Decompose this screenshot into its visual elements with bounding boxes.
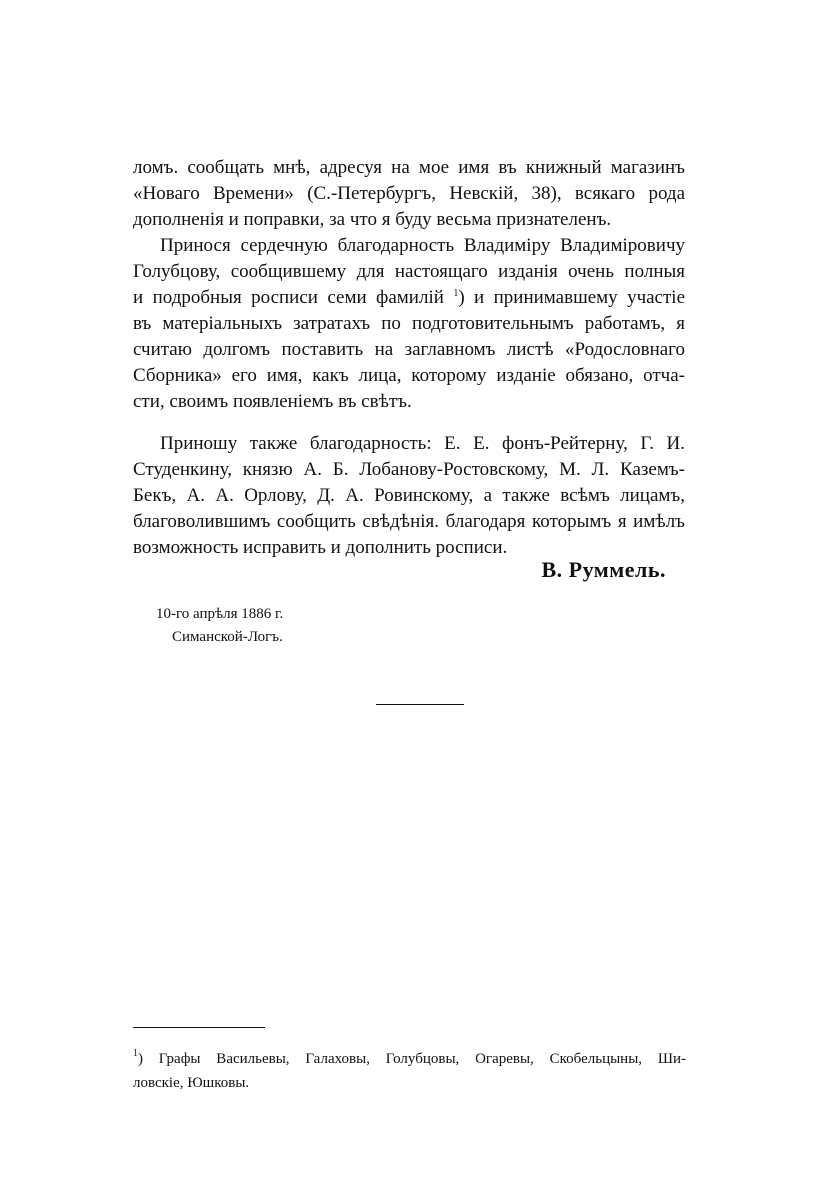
body-line: считаю долгомъ поставить на заглавномъ листѣ «Родословнаго bbox=[133, 339, 685, 360]
body-line: Принося сердечную благодарность Владиміру Владиміровичу bbox=[160, 235, 685, 256]
footnote-text: ) Графы Васильевы, Галаховы, Голубцовы, Огаревы, Скобельцыны, Ши- bbox=[138, 1051, 686, 1067]
body-text: и подробныя росписи семи фамилій bbox=[133, 287, 444, 308]
body-line: Бекъ, А. А. Орлову, Д. А. Ровинскому, а также всѣмъ лицамъ, bbox=[133, 485, 685, 506]
date-line: 10-го апрѣля 1886 г. bbox=[156, 606, 284, 622]
body-line: сти, своимъ появленіемъ въ свѣтъ. bbox=[133, 391, 412, 412]
body-line: возможность исправить и дополнить росписи. bbox=[133, 537, 508, 558]
body-line: Сборника» его имя, какъ лица, которому изданіе обязано, отча- bbox=[133, 365, 685, 386]
section-divider bbox=[376, 704, 464, 705]
body-line: ломъ. сообщать мнѣ, адресуя на мое имя въ книжный магазинъ bbox=[133, 157, 685, 178]
footnote-line: ловскіе, Юшковы. bbox=[133, 1075, 250, 1091]
footnote-separator bbox=[133, 1027, 265, 1028]
body-line: благоволившимъ сообщить свѣдѣнія. благодаря которымъ я имѣлъ bbox=[133, 511, 685, 532]
body-text: ) и принимавшему участіе bbox=[458, 287, 686, 308]
body-line: Студенкину, князю А. Б. Лобанову-Ростовскому, М. Л. Каземъ- bbox=[133, 459, 685, 480]
body-line: Голубцову, сообщившему для настоящаго изданія очень полныя bbox=[133, 261, 685, 282]
body-line: дополненія и поправки, за что я буду весьма признателенъ. bbox=[133, 209, 612, 230]
footnote-marker: 1 bbox=[453, 288, 459, 299]
body-line: Приношу также благодарность: Е. Е. фонъ-Рейтерну, Г. И. bbox=[160, 433, 685, 454]
body-line-with-footnote bbox=[133, 285, 685, 311]
footnote-line bbox=[133, 1047, 686, 1071]
footnote-marker: 1 bbox=[133, 1048, 138, 1059]
body-line: въ матеріальныхъ затратахъ по подготовительнымъ работамъ, я bbox=[133, 313, 685, 334]
place-line: Симанской-Логъ. bbox=[172, 629, 283, 645]
signature: В. Руммель. bbox=[541, 557, 666, 582]
body-line: «Новаго Времени» (С.-Петербургъ, Невскій, 38), всякаго рода bbox=[133, 183, 685, 204]
